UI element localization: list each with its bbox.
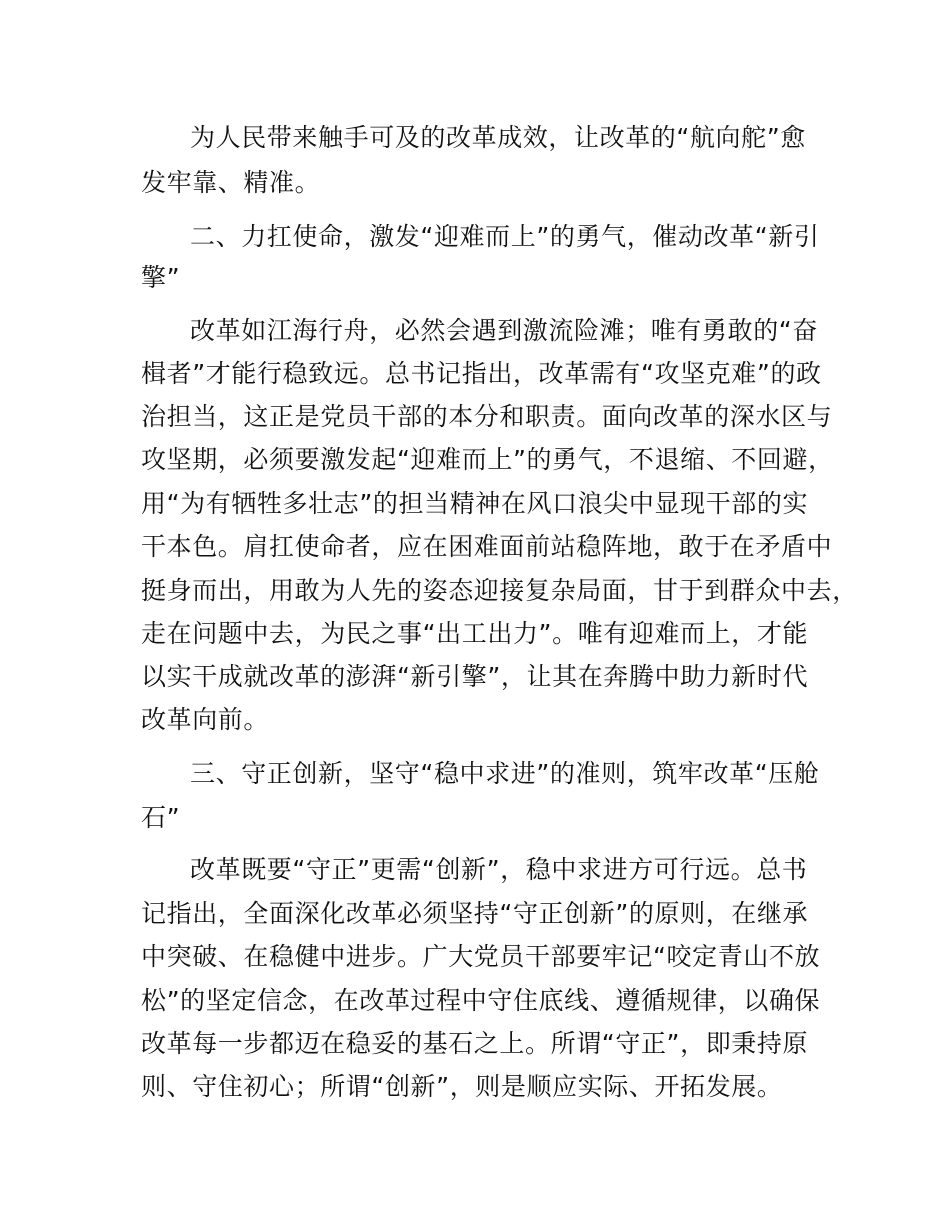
paragraph-line: 松”的坚定信念，在改革过程中守住底线、遵循规律，以确保 (141, 986, 821, 1015)
paragraph-line: 改革如江海行舟，必然会遇到激流险滩；唯有勇敢的“奋 (190, 316, 818, 345)
paragraph-line: 挺身而出，用敢为人先的姿态迎接复杂局面，甘于到群众中去， (141, 576, 858, 605)
paragraph-line: 治担当，这正是党员干部的本分和职责。面向改革的深水区与 (141, 402, 833, 431)
paragraph-line: 记指出，全面深化改革必须坚持“守正创新”的原则，在继承 (141, 899, 809, 928)
section-heading-3-line: 三、守正创新，坚守“稳中求进”的准则，筑牢改革“压舱 (190, 759, 820, 788)
paragraph-line: 改革每一步都迈在稳妥的基石之上。所谓“守正”，即秉持原 (141, 1029, 809, 1058)
paragraph-line: 则、守住初心；所谓“创新”，则是顺应实际、开拓发展。 (141, 1072, 783, 1101)
paragraph-line: 干本色。肩扛使命者，应在困难面前站稳阵地，敢于在矛盾中 (141, 532, 833, 561)
paragraph-line: 用“为有牺牲多壮志”的担当精神在风口浪尖中显现干部的实 (141, 489, 809, 518)
paragraph-line: 楫者”才能行稳致远。总书记指出，改革需有“攻坚克难”的政 (141, 359, 822, 388)
paragraph-line: 中突破、在稳健中进步。广大党员干部要牢记“咬定青山不放 (141, 942, 821, 971)
paragraph-line: 为人民带来触手可及的改革成效，让改革的“航向舵”愈 (190, 123, 806, 152)
paragraph-line: 攻坚期，必须要激发起“迎难而上”的勇气，不退缩、不回避， (141, 445, 834, 474)
paragraph-line: 走在问题中去，为民之事“出工出力”。唯有迎难而上，才能 (141, 619, 809, 648)
section-heading-2-line: 二、力扛使命，激发“迎难而上”的勇气，催动改革“新引 (190, 222, 820, 251)
section-heading-3-line: 石” (141, 803, 181, 832)
section-heading-2-line: 擎” (141, 263, 181, 292)
paragraph-line: 改革既要“守正”更需“创新”，稳中求进方可行远。总书 (190, 855, 808, 884)
paragraph-line: 以实干成就改革的澎湃“新引擎”，让其在奔腾中助力新时代 (141, 662, 809, 691)
paragraph-line: 发牢靠、精准。 (141, 168, 321, 197)
paragraph-line: 改革向前。 (141, 705, 270, 734)
